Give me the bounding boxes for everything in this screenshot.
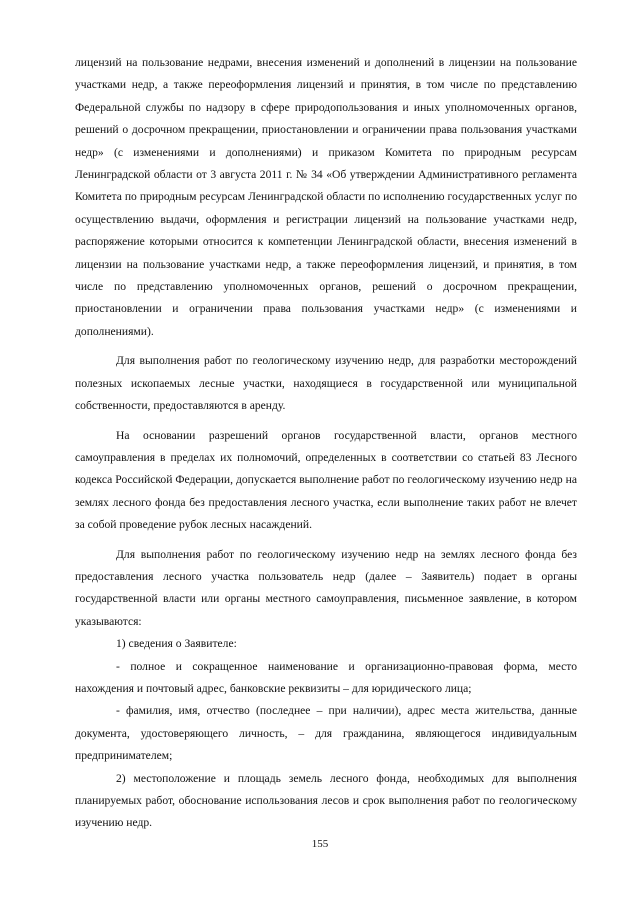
paragraph-5: 1) сведения о Заявителе:	[116, 637, 237, 651]
paragraph-2: Для выполнения работ по геологическому изучению недр, для разработки месторождений полезных ископаемых лесные участки, находящиеся в государственной или муниципальной собственности, предоставляются в аренду.	[75, 354, 577, 413]
paragraph-3: На основании разрешений органов государственной власти, органов местного самоуправления в пределах их полномочий, определенных в соответствии со статьей 83 Лесного кодекса Российской Федерации, допускается выполнение работ по геологическому изучению недр на землях лесного фонда без предоставления лесного участка, если выполнение таких работ не влечет за собой проведение рубок лесных насаждений.	[75, 428, 577, 532]
paragraph-8: 2) местоположение и площадь земель лесного фонда, необходимых для выполнения планируемых работ, обоснование использования лесов и срок выполнения работ по геологическому изучению недр.	[75, 771, 577, 830]
paragraph-4: Для выполнения работ по геологическому изучению недр на землях лесного фонда без предоставления лесного участка пользователь недр (далее – Заявитель) подает в органы государственной власти или органы местного самоуправления, письменное заявление, в котором указываются:	[75, 547, 577, 628]
paragraph-6: - полное и сокращенное наименование и организационно-правовая форма, место нахождения и почтовый адрес, банковские реквизиты – для юридического лица;	[75, 659, 577, 695]
page-number: 155	[311, 838, 329, 850]
paragraph-7: - фамилия, имя, отчество (последнее – при наличии), адрес места жительства, данные документа, удостоверяющего личность, – для гражданина, являющегося индивидуальным предпринимателем;	[75, 704, 577, 763]
paragraph-1: лицензий на пользование недрами, внесения изменений и дополнений в лицензии на пользование участками недр, а также переоформления лицензий и принятия, в том числе по представлению Федеральной службы по надзору в сфере природопользования и иных уполномоченных органов, решений о досрочном прекращении, приостановлении и ограничении права пользования участками недр» (с изменениями и дополнениями) и приказом Комитета по природным ресурсам Ленинградской области от 3 августа 2011 г. № 34 «Об утверждении Административного регламента Комитета по природным ресурсам Ленинградской области по исполнению государственных услуг по осуществлению выдачи, оформления и регистрации лицензий на пользование участками недр, распоряжение которыми относится к компетенции Ленинградской области, внесения изменений в лицензии на пользование участками недр, а также переоформления лицензий, и принятия, в том числе по представлению уполномоченных органов, решений о досрочном прекращении, приостановлении и ограничении права пользования участками недр» (с изменениями и дополнениями).	[75, 56, 577, 338]
document-body	[75, 52, 577, 835]
